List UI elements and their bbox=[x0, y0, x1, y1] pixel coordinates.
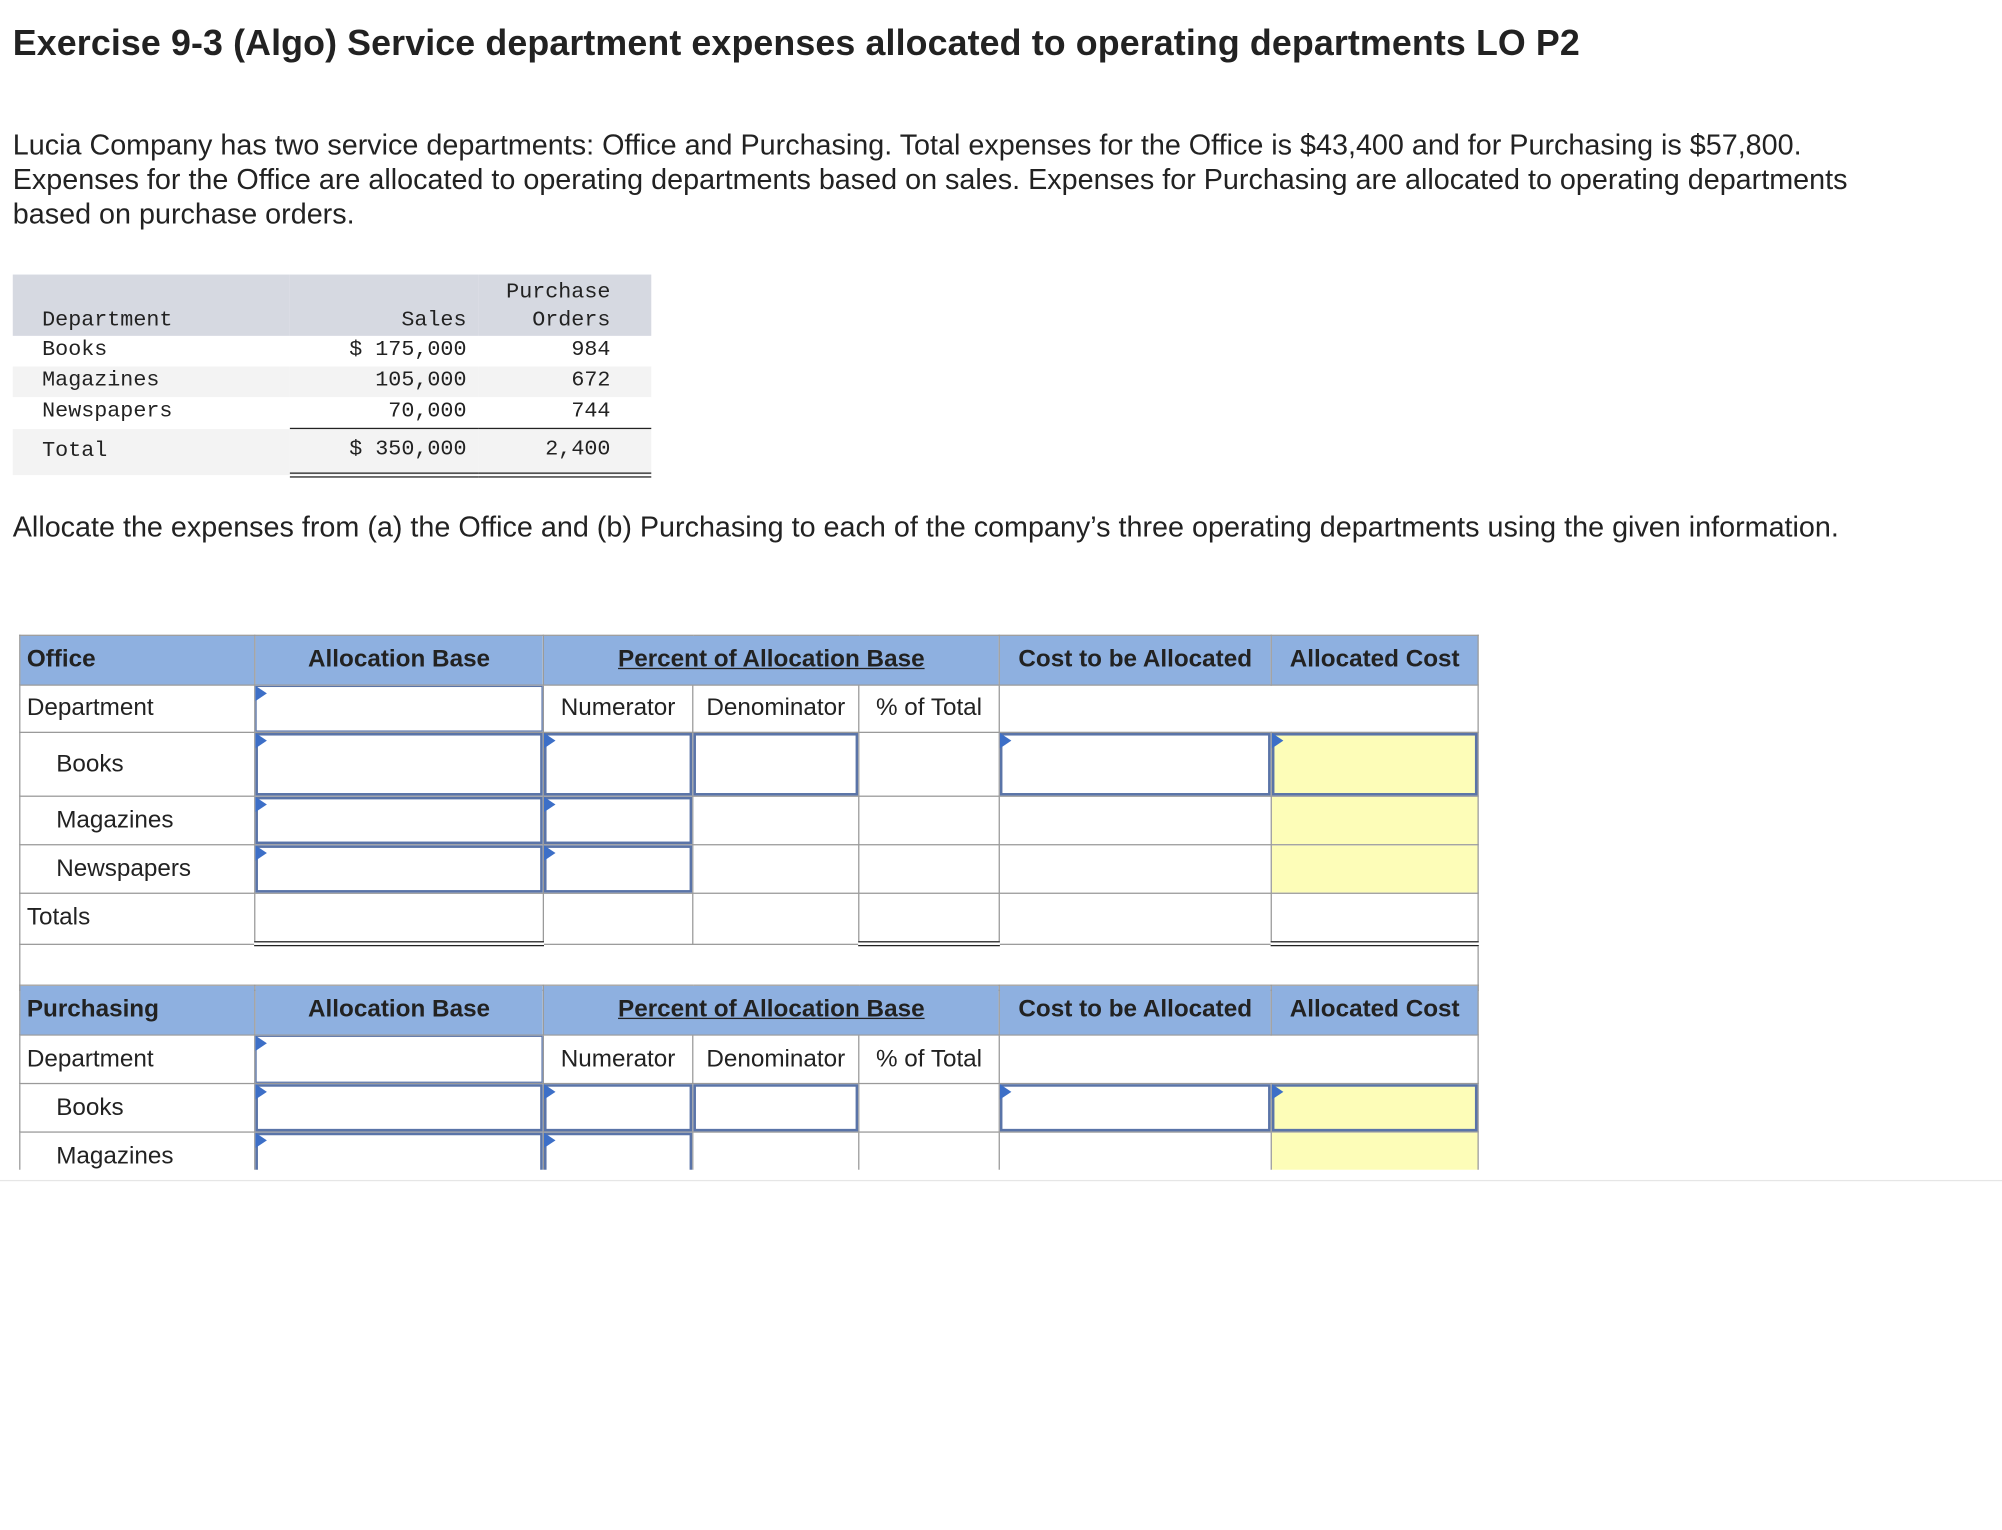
pct-cell bbox=[859, 732, 999, 796]
office-subheader-row bbox=[20, 685, 1478, 732]
col-allocated-cost: Allocated Cost bbox=[1271, 985, 1478, 1035]
row-sales: 70,000 bbox=[290, 397, 479, 428]
denominator-cell[interactable] bbox=[693, 732, 859, 796]
office-section-label: Office bbox=[20, 635, 255, 685]
row-department: Books bbox=[42, 338, 108, 363]
cost-cell bbox=[999, 796, 1271, 845]
base-cell[interactable] bbox=[255, 732, 544, 796]
denominator-input[interactable] bbox=[693, 1084, 858, 1131]
pct-cell bbox=[859, 845, 999, 894]
office-totals-row bbox=[20, 893, 1478, 943]
dropdown-marker-icon bbox=[544, 797, 555, 812]
th-po-line2: Orders bbox=[532, 309, 611, 334]
dropdown-marker-icon bbox=[1272, 1084, 1283, 1099]
bottom-divider bbox=[0, 1180, 2002, 1181]
spacer-row bbox=[20, 944, 1478, 991]
allocated-cell[interactable] bbox=[1271, 732, 1478, 796]
empty-cell bbox=[999, 893, 1271, 943]
allocation-base-input[interactable] bbox=[255, 845, 542, 892]
dropdown-marker-icon bbox=[255, 797, 266, 812]
pct-total-label: % of Total bbox=[859, 1035, 999, 1084]
total-po: 2,400 bbox=[479, 428, 651, 475]
base-cell[interactable] bbox=[255, 796, 544, 845]
pct-cell bbox=[859, 796, 999, 845]
th-sales: Sales bbox=[290, 275, 479, 336]
numerator-label: Numerator bbox=[543, 685, 692, 732]
dropdown-marker-icon bbox=[255, 1036, 266, 1051]
th-purchase-orders bbox=[479, 275, 651, 336]
problem-statement: Lucia Company has two service departments: Office and Purchasing. Total expenses for the Office is $43,400 and for Purchasing is $57,800. Expenses for the Office are allocated to operating departments based on sales. Expenses for Purchasing are allocated to operating departments based on purchase orders. bbox=[12, 128, 1848, 230]
th-po-line1: Purchase bbox=[506, 280, 611, 306]
purchasing-allocation-table bbox=[19, 985, 1479, 1182]
office-allocation-base-input[interactable] bbox=[255, 686, 542, 732]
department-label: Department bbox=[20, 1035, 255, 1084]
purchasing-header-row bbox=[20, 985, 1478, 1035]
data-row bbox=[13, 366, 651, 397]
exercise-title: Exercise 9-3 (Algo) Service department expenses allocated to operating departments LO P2 bbox=[12, 22, 1580, 63]
numerator-input[interactable] bbox=[544, 733, 692, 796]
cost-cell[interactable] bbox=[999, 1084, 1271, 1133]
dropdown-marker-icon bbox=[1272, 733, 1283, 748]
office-allocation-table bbox=[19, 635, 1479, 991]
instruction-text: Allocate the expenses from (a) the Office and (b) Purchasing to each of the company’s three operating departments using the given information. bbox=[12, 510, 1839, 543]
allocation-base-input[interactable] bbox=[255, 797, 542, 844]
total-row bbox=[13, 428, 651, 475]
totals-label: Totals bbox=[20, 893, 255, 943]
col-allocation-base: Allocation Base bbox=[255, 635, 544, 685]
dept-newspapers-label: Newspapers bbox=[20, 845, 255, 894]
department-label: Department bbox=[20, 685, 255, 732]
col-cost-to-allocate: Cost to be Allocated bbox=[999, 635, 1271, 685]
scroll-cutoff bbox=[0, 1170, 2002, 1201]
dropdown-marker-icon bbox=[544, 733, 555, 748]
allocated-cell[interactable] bbox=[1271, 1084, 1478, 1133]
dept-magazines-label: Magazines bbox=[20, 796, 255, 845]
total-label: Total bbox=[13, 428, 291, 475]
pct-cell bbox=[859, 1084, 999, 1133]
dropdown-marker-icon bbox=[255, 1084, 266, 1099]
empty-cell bbox=[543, 893, 692, 943]
dropdown-marker-icon bbox=[544, 1084, 555, 1099]
cost-to-allocate-input[interactable] bbox=[1000, 1084, 1271, 1131]
col-cost-to-allocate: Cost to be Allocated bbox=[999, 985, 1271, 1035]
allocated-cost-input[interactable] bbox=[1272, 733, 1478, 796]
dropdown-marker-icon bbox=[255, 845, 266, 860]
base-cell[interactable] bbox=[255, 845, 544, 894]
denominator-cell[interactable] bbox=[693, 1084, 859, 1133]
cost-to-allocate-input[interactable] bbox=[1000, 733, 1271, 796]
denominator-label: Denominator bbox=[693, 1035, 859, 1084]
numerator-input[interactable] bbox=[544, 1084, 692, 1131]
col-allocated-cost: Allocated Cost bbox=[1271, 635, 1478, 685]
purchasing-section-label: Purchasing bbox=[20, 985, 255, 1035]
data-row bbox=[13, 397, 651, 428]
col-allocation-base: Allocation Base bbox=[255, 985, 544, 1035]
cost-cell[interactable] bbox=[999, 732, 1271, 796]
dropdown-marker-icon bbox=[255, 733, 266, 748]
dept-books-label: Books bbox=[20, 732, 255, 796]
dropdown-marker-icon bbox=[544, 845, 555, 860]
office-base-cell[interactable] bbox=[255, 685, 544, 732]
total-pct-cell bbox=[859, 893, 999, 943]
numerator-cell[interactable] bbox=[543, 732, 692, 796]
dropdown-marker-icon bbox=[1000, 1084, 1011, 1099]
th-department: Department bbox=[13, 275, 291, 336]
row-po: 984 bbox=[571, 338, 611, 363]
empty-cell bbox=[999, 1035, 1478, 1084]
dropdown-marker-icon bbox=[255, 1133, 266, 1148]
dropdown-marker-icon bbox=[255, 686, 266, 701]
col-percent-of-base: Percent of Allocation Base bbox=[543, 635, 999, 685]
data-row bbox=[13, 336, 651, 367]
office-header-row bbox=[20, 635, 1478, 685]
cost-cell bbox=[999, 845, 1271, 894]
office-row-magazines bbox=[20, 796, 1478, 845]
allocated-cell bbox=[1271, 796, 1478, 845]
row-po: 672 bbox=[479, 366, 651, 397]
dept-books-label: Books bbox=[20, 1084, 255, 1133]
allocation-base-input[interactable] bbox=[255, 1084, 542, 1131]
denominator-label: Denominator bbox=[693, 685, 859, 732]
total-base-cell bbox=[255, 893, 544, 943]
purchasing-row-books bbox=[20, 1084, 1478, 1133]
allocated-cell bbox=[1271, 845, 1478, 894]
col-percent-of-base: Percent of Allocation Base bbox=[543, 985, 999, 1035]
denominator-cell bbox=[693, 796, 859, 845]
denominator-cell bbox=[693, 845, 859, 894]
allocated-cost-input[interactable] bbox=[1272, 1084, 1478, 1131]
total-allocated-cell bbox=[1271, 893, 1478, 943]
row-department: Magazines bbox=[13, 366, 291, 397]
spacer-cell bbox=[20, 944, 1478, 991]
dropdown-marker-icon bbox=[544, 1133, 555, 1148]
purchasing-base-cell[interactable] bbox=[255, 1035, 544, 1084]
office-row-newspapers bbox=[20, 845, 1478, 894]
purchasing-subheader-row bbox=[20, 1035, 1478, 1084]
empty-cell bbox=[693, 893, 859, 943]
total-sales: $ 350,000 bbox=[290, 428, 479, 475]
pct-total-label: % of Total bbox=[859, 685, 999, 732]
numerator-input[interactable] bbox=[544, 845, 692, 892]
empty-cell bbox=[999, 685, 1478, 732]
numerator-input[interactable] bbox=[544, 797, 692, 844]
numerator-cell[interactable] bbox=[543, 796, 692, 845]
numerator-label: Numerator bbox=[543, 1035, 692, 1084]
denominator-input[interactable] bbox=[693, 733, 858, 796]
numerator-cell[interactable] bbox=[543, 1084, 692, 1133]
given-data-table bbox=[13, 275, 651, 478]
office-row-books bbox=[20, 732, 1478, 796]
dept-magazines-label: Magazines bbox=[20, 1132, 255, 1181]
allocation-base-input[interactable] bbox=[255, 733, 542, 796]
dropdown-marker-icon bbox=[1000, 733, 1011, 748]
purchasing-allocation-base-input[interactable] bbox=[255, 1036, 542, 1083]
row-sales: 105,000 bbox=[290, 366, 479, 397]
row-sales: $ 175,000 bbox=[349, 338, 467, 363]
row-po: 744 bbox=[479, 397, 651, 428]
numerator-cell[interactable] bbox=[543, 845, 692, 894]
row-department: Newspapers bbox=[42, 400, 173, 425]
base-cell[interactable] bbox=[255, 1084, 544, 1133]
